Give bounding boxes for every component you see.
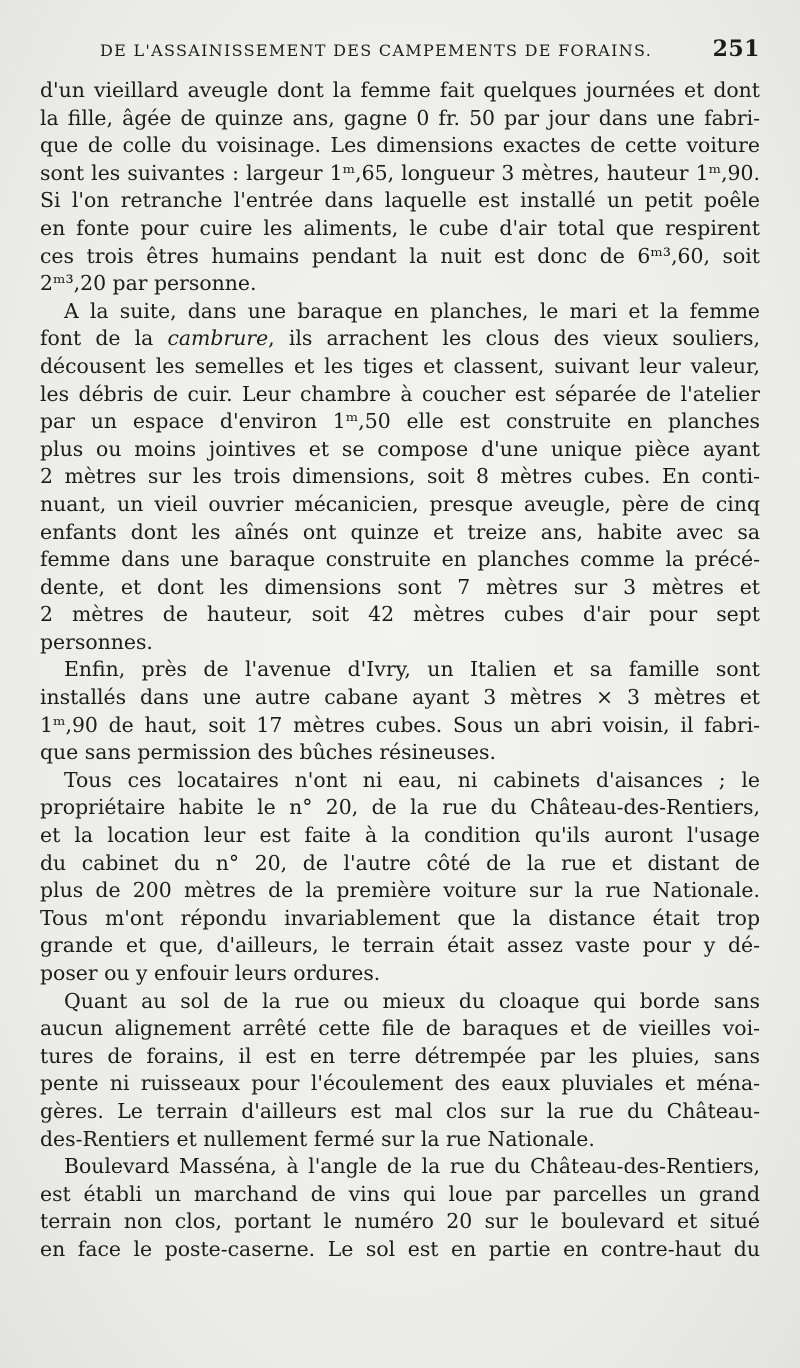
text-line: Quant au sol de la rue ou mieux du cloaque qui borde sans [64,988,760,1013]
text-line: décousent les semelles et les tiges et classent, suivant leur valeur, [40,353,760,378]
text-line: 2 mètres de hauteur, soit 42 mètres cubes d'air pour sept [40,602,760,627]
text-line: Tous m'ont répondu invariablement que la distance était trop [40,905,760,930]
text-line: que de colle du voisinage. Les dimensions exactes de cette voiture [40,133,760,158]
text-line: font de la cambrure, ils arrachent les clous des vieux souliers, [40,326,760,351]
text-line: en fonte pour cuire les aliments, le cube d'air total que respirent [40,215,760,240]
page-number: 251 [712,36,760,62]
text-line: des-Rentiers et nullement fermé sur la rue Nationale. [40,1126,595,1151]
text-line: par un espace d'environ 1ᵐ,50 elle est construite en planches [40,409,760,434]
text-line: poser ou y enfouir leurs ordures. [40,961,381,985]
text-line: femme dans une baraque construite en planches comme la précé- [40,547,760,572]
running-title: DE L'ASSAINISSEMENT DES CAMPEMENTS DE FORAINS. [100,41,653,60]
body-text [40,77,760,1264]
text-line: pente ni ruisseaux pour l'écoulement des eaux pluviales et ména- [40,1071,760,1096]
text-line: 2ᵐ³,20 par personne. [40,271,257,296]
text-line: d'un vieillard aveugle dont la femme fait quelques journées et dont [40,78,760,102]
text-line: 2 mètres sur les trois dimensions, soit 8 mètres cubes. En conti- [40,464,760,489]
text-line: sont les suivantes : largeur 1ᵐ,65, longueur 3 mètres, hauteur 1ᵐ,90. [40,160,760,185]
text-line: aucun alignement arrêté cette file de baraques et de vieilles voi- [40,1016,760,1041]
running-head [100,36,760,66]
text-line: est établi un marchand de vins qui loue par parcelles un grand [40,1181,760,1206]
text-line: que sans permission des bûches résineuses. [40,740,496,765]
text-line: plus de 200 mètres de la première voiture sur la rue Nationale. [40,878,760,903]
text-line: les débris de cuir. Leur chambre à coucher est séparée de l'atelier [40,381,760,406]
italic-term: cambrure [167,326,269,351]
text-line: nuant, un vieil ouvrier mécanicien, presque aveugle, père de cinq [40,491,760,516]
text-line: Tous ces locataires n'ont ni eau, ni cabinets d'aisances ; le [64,767,760,792]
text-line: installés dans une autre cabane ayant 3 mètres × 3 mètres et [40,685,760,710]
text-line: tures de forains, il est en terre détrempée par les pluies, sans [40,1043,760,1068]
text-line: enfants dont les aînés ont quinze et treize ans, habite avec sa [40,519,760,544]
text-line: plus ou moins jointives et se compose d'une unique pièce ayant [40,436,760,461]
text-line: dente, et dont les dimensions sont 7 mètres sur 3 mètres et [40,574,760,599]
text-line: propriétaire habite le n° 20, de la rue du Château-des-Rentiers, [40,795,760,820]
text-line: et la location leur est faite à la condition qu'ils auront l'usage [40,823,760,848]
text-line: ces trois êtres humains pendant la nuit est donc de 6ᵐ³,60, soit [40,243,760,268]
text-line: terrain non clos, portant le numéro 20 sur le boulevard et situé [40,1209,760,1234]
text-line: A la suite, dans une baraque en planches, le mari et la femme [64,298,760,323]
text-line: du cabinet du n° 20, de l'autre côté de la rue et distant de [40,850,760,875]
text-line: Enfin, près de l'avenue d'Ivry, un Italien et sa famille sont [64,657,760,682]
text-line: Si l'on retranche l'entrée dans laquelle est installé un petit poêle [40,188,760,213]
text-line: gères. Le terrain d'ailleurs est mal clos sur la rue du Château- [40,1098,760,1123]
text-line: la fille, âgée de quinze ans, gagne 0 fr. 50 par jour dans une fabri- [40,105,760,130]
text-line: personnes. [40,629,153,654]
text-line: 1ᵐ,90 de haut, soit 17 mètres cubes. Sous un abri voisin, il fabri- [40,712,760,737]
text-line: grande et que, d'ailleurs, le terrain était assez vaste pour y dé- [40,933,760,958]
text-line: Boulevard Masséna, à l'angle de la rue du Château-des-Rentiers, [64,1154,760,1179]
text-line: en face le poste-caserne. Le sol est en partie en contre-haut du [40,1236,760,1261]
